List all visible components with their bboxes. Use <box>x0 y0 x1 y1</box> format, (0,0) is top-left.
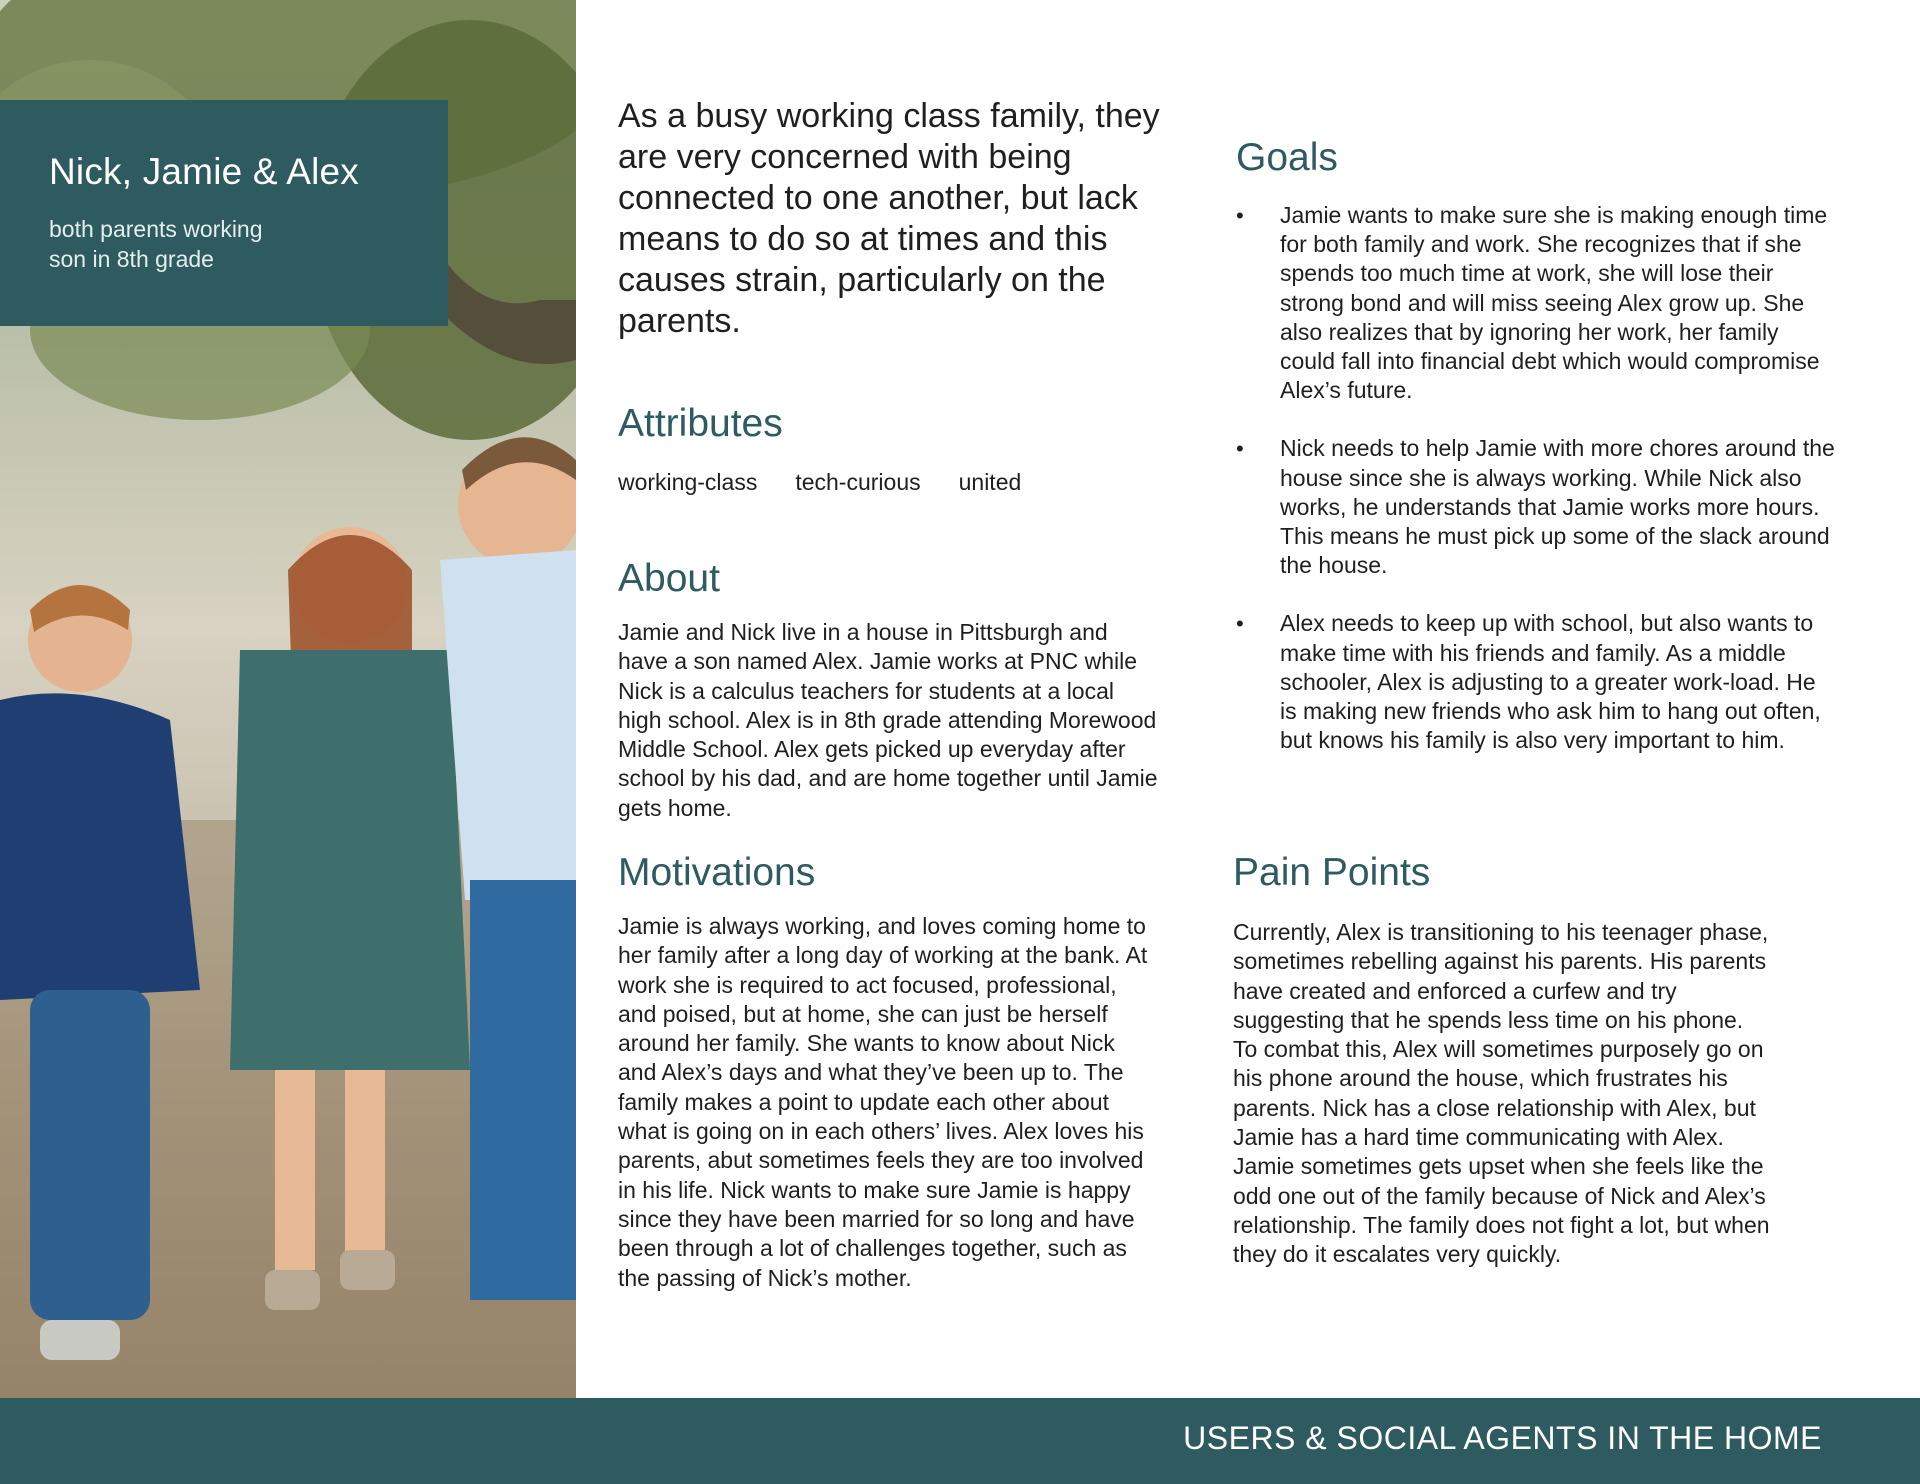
goal-item <box>1236 201 1836 405</box>
about-heading: About <box>618 557 720 600</box>
footer-bar <box>0 1398 1920 1484</box>
attributes-list <box>618 469 1158 496</box>
pain-points-section <box>1233 853 1773 1270</box>
about-section <box>618 559 1158 823</box>
bullet-icon: • <box>1236 203 1244 228</box>
attribute-tag: working-class <box>618 469 758 495</box>
pain-points-text: Currently, Alex is transitioning to his teenager phase, sometimes rebelling against his parents. His parents have created and enforced a curfew and try suggesting that he spends less time on his phone. To combat this, Alex will sometimes purposely go on his phone around the house, which frustrates his parents. Nick has a close relationship with Alex, but Jamie has a hard time communicating with Alex. Jamie sometimes gets upset when she feels like the odd one out of the family because of Nick and Alex’s relationship. The family does not fight a lot, but when they do it escalates very quickly. <box>1233 919 1770 1268</box>
pain-points-heading: Pain Points <box>1233 851 1431 894</box>
attribute-tag: tech-curious <box>795 469 921 495</box>
persona-card <box>0 100 448 326</box>
bullet-icon: • <box>1236 611 1244 637</box>
bullet-icon: • <box>1236 436 1244 462</box>
persona-names: Nick, Jamie & Alex <box>49 151 359 192</box>
attributes-section <box>618 404 1158 496</box>
intro-statement: As a busy working class family, they are very concerned with being connected to one another, but lack means to do so at times and this causes strain, particularly on the parents. <box>618 97 1160 340</box>
motivations-section <box>618 853 1158 1293</box>
goal-item <box>1236 609 1836 755</box>
persona-detail: son in 8th grade <box>49 245 214 272</box>
goal-text: Alex needs to keep up with school, but also wants to make time with his friends and family. As a middle schooler, Alex is adjusting to a greater work-load. He is making new friends who ask him to hang out often, but knows his family is also very important to him. <box>1280 610 1821 754</box>
goals-list <box>1236 201 1836 755</box>
attribute-tag: united <box>958 469 1022 495</box>
goals-section <box>1236 138 1836 784</box>
motivations-text: Jamie is always working, and loves coming home to her family after a long day of working at the bank. At work she is required to act focused, professional, and poised, but at home, she can just be herself around her family. She wants to know about Nick and Alex’s days and what they’ve been up to. The family makes a point to update each other about what is going on in each others’ lives. Alex loves his parents, abut sometimes feels they are too involved in his life. Nick wants to make sure Jamie is happy since they have been married for so long and have been through a lot of challenges together, such as the passing of Nick’s mother. <box>618 913 1148 1291</box>
attributes-heading: Attributes <box>618 402 783 445</box>
goals-heading: Goals <box>1236 136 1338 179</box>
persona-detail: both parents working <box>49 215 263 242</box>
persona-details <box>49 215 448 275</box>
family-photo <box>0 0 576 1398</box>
footer-title: USERS & SOCIAL AGENTS IN THE HOME <box>1183 1420 1822 1456</box>
motivations-heading: Motivations <box>618 851 816 894</box>
goal-item <box>1236 434 1836 580</box>
goal-text: Jamie wants to make sure she is making enough time for both family and work. She recognizes that if she spends too much time at work, she will lose their strong bond and will miss seeing Alex grow up. She also realizes that by ignoring her work, her family could fall into financial debt which would compromise Alex’s future. <box>1280 202 1828 404</box>
goal-text: Nick needs to help Jamie with more chores around the house since she is always working. While Nick also works, he understands that Jamie works more hours. This means he must pick up some of the slack around the house. <box>1280 435 1835 579</box>
about-text: Jamie and Nick live in a house in Pittsburgh and have a son named Alex. Jamie works at PNC while Nick is a calculus teachers for students at a local high school. Alex is in 8th grade attending Morewood Middle School. Alex gets picked up everyday after school by his dad, and are home together until Jamie gets home. <box>618 619 1158 821</box>
